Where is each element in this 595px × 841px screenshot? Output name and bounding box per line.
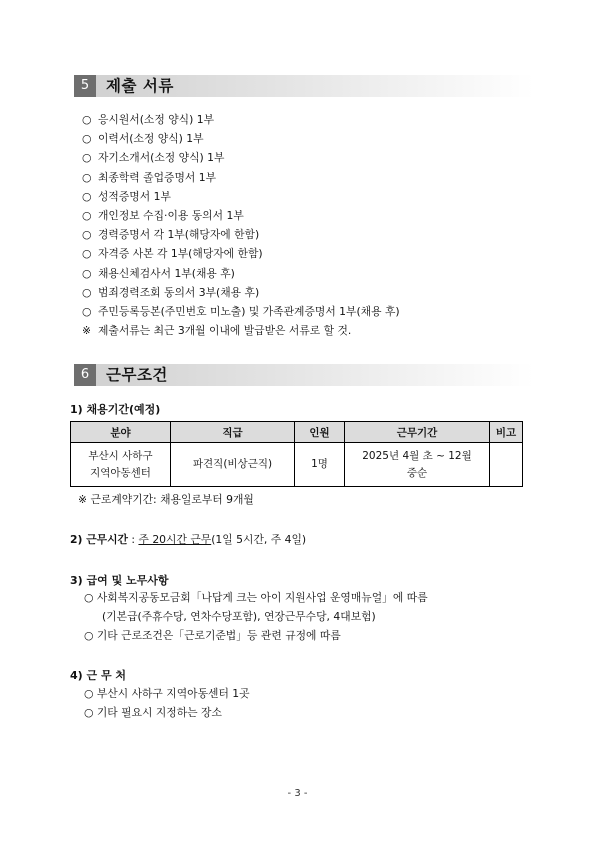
hours-heading: 2) 근무시간 [70,533,128,546]
circle-bullet-icon: ○ [82,170,92,184]
list-item [82,187,400,206]
list-item-text: 범죄경력조회 동의서 3부(채용 후) [98,285,260,299]
header-note: 비고 [490,422,523,443]
workplace-line-1: ○ 부산시 사하구 지역아동센터 1곳 [84,687,250,700]
reference-mark-icon: ※ [82,324,92,338]
section-5-title: 제출 서류 [106,77,174,95]
header-count: 인원 [295,422,345,443]
list-item-text: 응시원서(소정 양식) 1부 [98,113,215,126]
cell-period-line2: 중순 [406,466,428,479]
list-item [82,168,400,187]
table-header-row [71,422,523,443]
period-heading: 1) 채용기간(예정) [70,403,161,416]
list-item-text: 최종학력 졸업증명서 1부 [98,170,217,184]
section-5-number: 5 [74,75,96,97]
cell-period-line1: 2025년 4월 초 ~ 12월 [362,449,472,462]
list-item [82,225,400,244]
cell-field [71,443,171,487]
section-6-title: 근무조건 [106,366,168,384]
list-item-text: 경력증명서 각 1부(해당자에 한함) [98,228,260,242]
header-period: 근무기간 [345,422,490,443]
employment-table [70,421,523,487]
list-item-text: 주민등록등본(주민번호 미노출) 및 가족관계증명서 1부(채용 후) [98,305,400,319]
cell-count: 1명 [295,443,345,487]
section-6-header [74,364,534,386]
list-item-text: 개인정보 수집·이용 동의서 1부 [98,209,244,223]
circle-bullet-icon: ○ [82,113,92,126]
circle-bullet-icon: ○ [82,209,92,223]
table-row [71,443,523,487]
list-item [82,206,400,225]
list-item [82,321,400,340]
list-item [82,148,400,167]
list-item [82,283,400,302]
cell-field-line1: 부산시 사하구 [88,449,153,462]
page-number: - 3 - [287,788,308,799]
circle-bullet-icon: ○ [82,266,92,280]
workplace-line-2: ○ 기타 필요시 지정하는 장소 [84,706,222,719]
list-item-text: 채용신체검사서 1부(채용 후) [98,266,235,280]
list-item-text: 이력서(소정 양식) 1부 [98,132,204,146]
list-item [82,264,400,283]
list-item [82,110,400,129]
circle-bullet-icon: ○ [82,285,92,299]
circle-bullet-icon: ○ [82,189,92,203]
list-item [82,244,400,263]
circle-bullet-icon: ○ [82,132,92,146]
list-item-text: 제출서류는 최근 3개월 이내에 발급받은 서류로 할 것. [98,324,352,338]
contract-period-note: ※ 근로계약기간: 채용일로부터 9개월 [78,493,254,506]
circle-bullet-icon: ○ [82,151,92,165]
circle-bullet-icon: ○ [82,247,92,261]
hours-underlined: 주 20시간 근무 [138,533,212,546]
workplace-heading: 4) 근 무 처 [70,669,127,682]
section-5-header [74,75,534,97]
cell-note [490,443,523,487]
header-rank: 직급 [171,422,295,443]
list-item-text: 자격증 사본 각 1부(해당자에 한함) [98,247,263,261]
cell-field-line2: 지역아동센터 [90,466,151,479]
hours-line [70,532,306,547]
list-item-text: 성적증명서 1부 [98,189,171,203]
pay-line-2: (기본급(주휴수당, 연차수당포함), 연장근무수당, 4대보험) [102,610,376,623]
hours-rest: (1일 5시간, 주 4일) [211,533,307,546]
required-documents-list [82,110,400,340]
circle-bullet-icon: ○ [82,305,92,319]
list-item [82,129,400,148]
circle-bullet-icon: ○ [82,228,92,242]
header-field: 분야 [71,422,171,443]
pay-line-1: ○ 사회복지공동모금회「나답게 크는 아이 지원사업 운영매뉴얼」에 따름 [84,591,428,604]
hours-separator: : [127,533,139,546]
list-item-text: 자기소개서(소정 양식) 1부 [98,151,225,165]
pay-line-3: ○ 기타 근로조건은「근로기준법」등 관련 규정에 따름 [84,629,341,642]
cell-rank: 파견직(비상근직) [171,443,295,487]
pay-heading: 3) 급여 및 노무사항 [70,574,169,587]
section-6-number: 6 [74,364,96,386]
cell-period [345,443,490,487]
list-item [82,302,400,321]
